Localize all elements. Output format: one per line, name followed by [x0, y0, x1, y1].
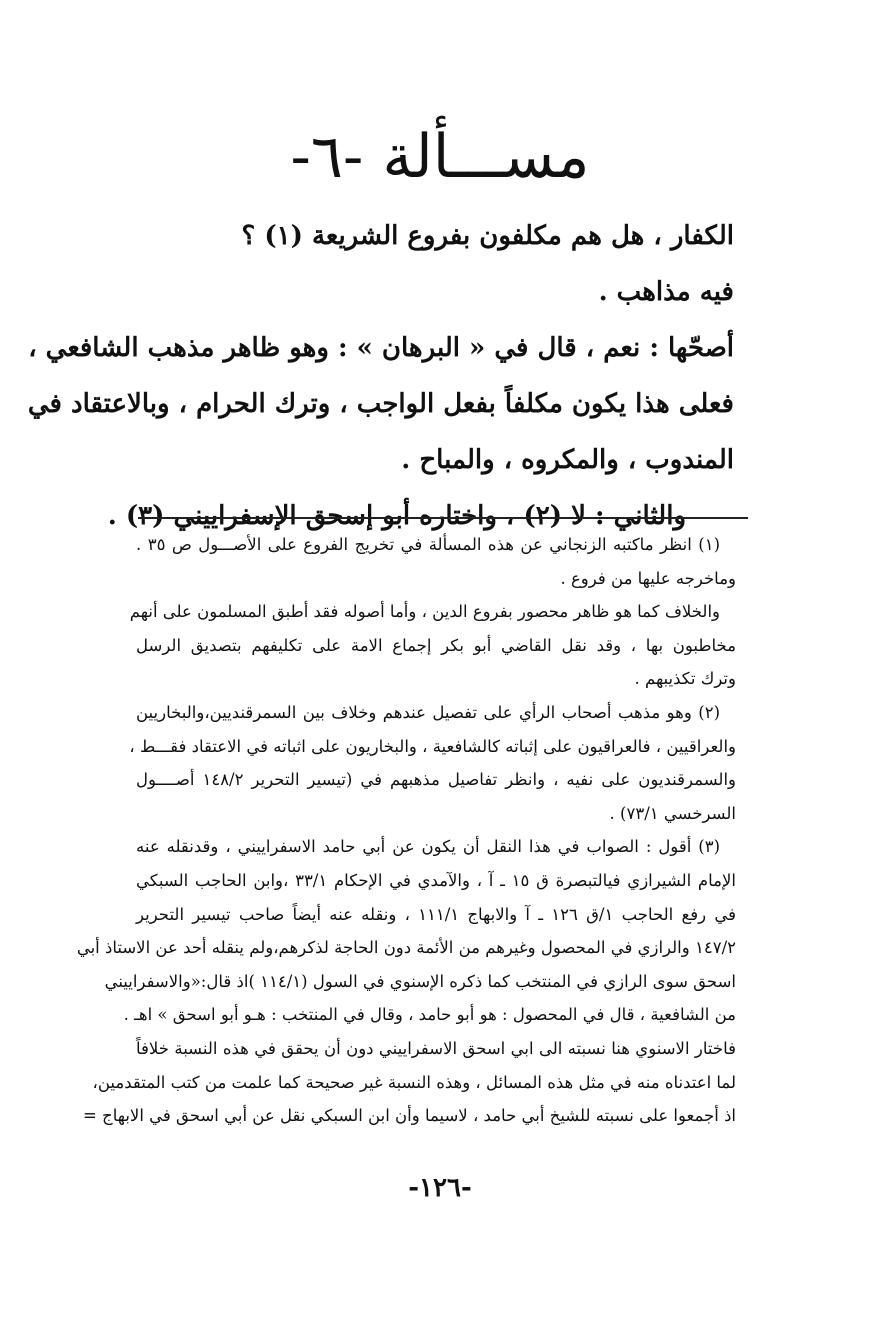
body-line: فيه مذاهب .: [598, 277, 734, 307]
footnote-line: ١٤٧/٢ والرازي في المحصول وغيرهم من الأئمة دون الحاجة لذكرهم،ولم ينقله أحد عن الاستاذ أبي: [76, 938, 736, 958]
footnote-line: فاختار الاسنوي هنا نسبته الى ابي اسحق الاسفراييني دون أن يحقق في هذه النسبة خلافاً: [136, 1038, 736, 1058]
footnotes: [76, 528, 736, 1133]
footnote-line: وترك تكذيبهم .: [634, 669, 736, 689]
footnote-line: (٢) وهو مذهب أصحاب الرأي على تفصيل عندهم وخلاف بين السمرقنديين،والبخاريين: [136, 702, 720, 722]
footnote-line: (٣) أقول : الصواب في هذا النقل أن يكون عن أبي حامد الاسفراييني ، وقدنقله عنه: [136, 837, 720, 857]
body-line: فعلى هذا يكون مكلفاً بفعل الواجب ، وترك الحرام ، وبالاعتقاد في: [27, 389, 734, 419]
footnote-line: وماخرجه عليها من فروع .: [560, 568, 736, 588]
footnote-line: السرخسي ٧٣/١) .: [609, 803, 736, 823]
footnote-line: في رفع الحاجب ١/ق ١٢٦ ـ آ والابهاج ١١١/١ ، ونقله عنه أيضاً صاحب تيسير التحرير: [136, 904, 736, 924]
footnote-separator: [138, 517, 748, 519]
body-line: والثاني : لا (٢) ، واختاره أبو إسحق الإسفراييني (٣) .: [107, 501, 686, 531]
footnote-line: والخلاف كما هو ظاهر محصور بفروع الدين ، وأما أصوله فقد أطبق المسلمون على أنهم: [129, 602, 720, 622]
footnote-line: (١) انظر ماكتبه الزنجاني عن هذه المسألة في تخريج الفروع على الأصـــول ص ٣٥ .: [136, 535, 720, 554]
footnote-line: الإمام الشيرازي فيالتبصرة ق ١٥ ـ آ ، والآمدي في الإحكام ٣٣/١ ،وابن الحاجب السبكي: [136, 870, 736, 890]
footnote-line: من الشافعية ، قال في المحصول : هو أبو حامد ، وقال في المنتخب : هـو أبو اسحق » اهـ .: [123, 1005, 736, 1025]
chapter-title: مســـألة -٦-: [290, 122, 590, 192]
footnote-line: مخاطبون بها ، وقد نقل القاضي أبو بكر إجماع الامة على تكليفهم بتصديق الرسل: [136, 635, 736, 655]
footnote-line: والسمرقنديون على نفيه ، وانظر تفاصيل مذهبهم في (تيسير التحرير ١٤٨/٢ أصــــول: [136, 770, 736, 790]
page-number: -١٢٦-: [408, 1173, 472, 1203]
main-text: [27, 208, 734, 544]
footnote-line: اسحق سوى الرازي في المنتخب كما ذكره الإسنوي في السول (١١٤/١ )اذ قال:«والاسفراييني: [104, 971, 736, 991]
footnote-line: لما اعتدناه منه في مثل هذه المسائل ، وهذه النسبة غير صحيحة كما علمت من كتب المتقدمين،: [92, 1072, 736, 1092]
footnote-line: والعراقيين ، فالعراقيون على إثباته كالشافعية ، والبخاريون على اثباته في الاعتقاد فقـــط ،: [129, 736, 736, 756]
body-line: الكفار ، هل هم مكلفون بفروع الشريعة (١) ؟: [241, 221, 734, 251]
footnote-line: اذ أجمعوا على نسبته للشيخ أبي حامد ، لاسيما وأن ابن السبكي نقل عن أبي اسحق في الابهاج =: [82, 1106, 736, 1126]
body-line: أصحّها : نعم ، قال في « البرهان » : وهو ظاهر مذهب الشافعي ،: [28, 333, 734, 363]
body-line: المندوب ، والمكروه ، والمباح .: [401, 445, 734, 475]
